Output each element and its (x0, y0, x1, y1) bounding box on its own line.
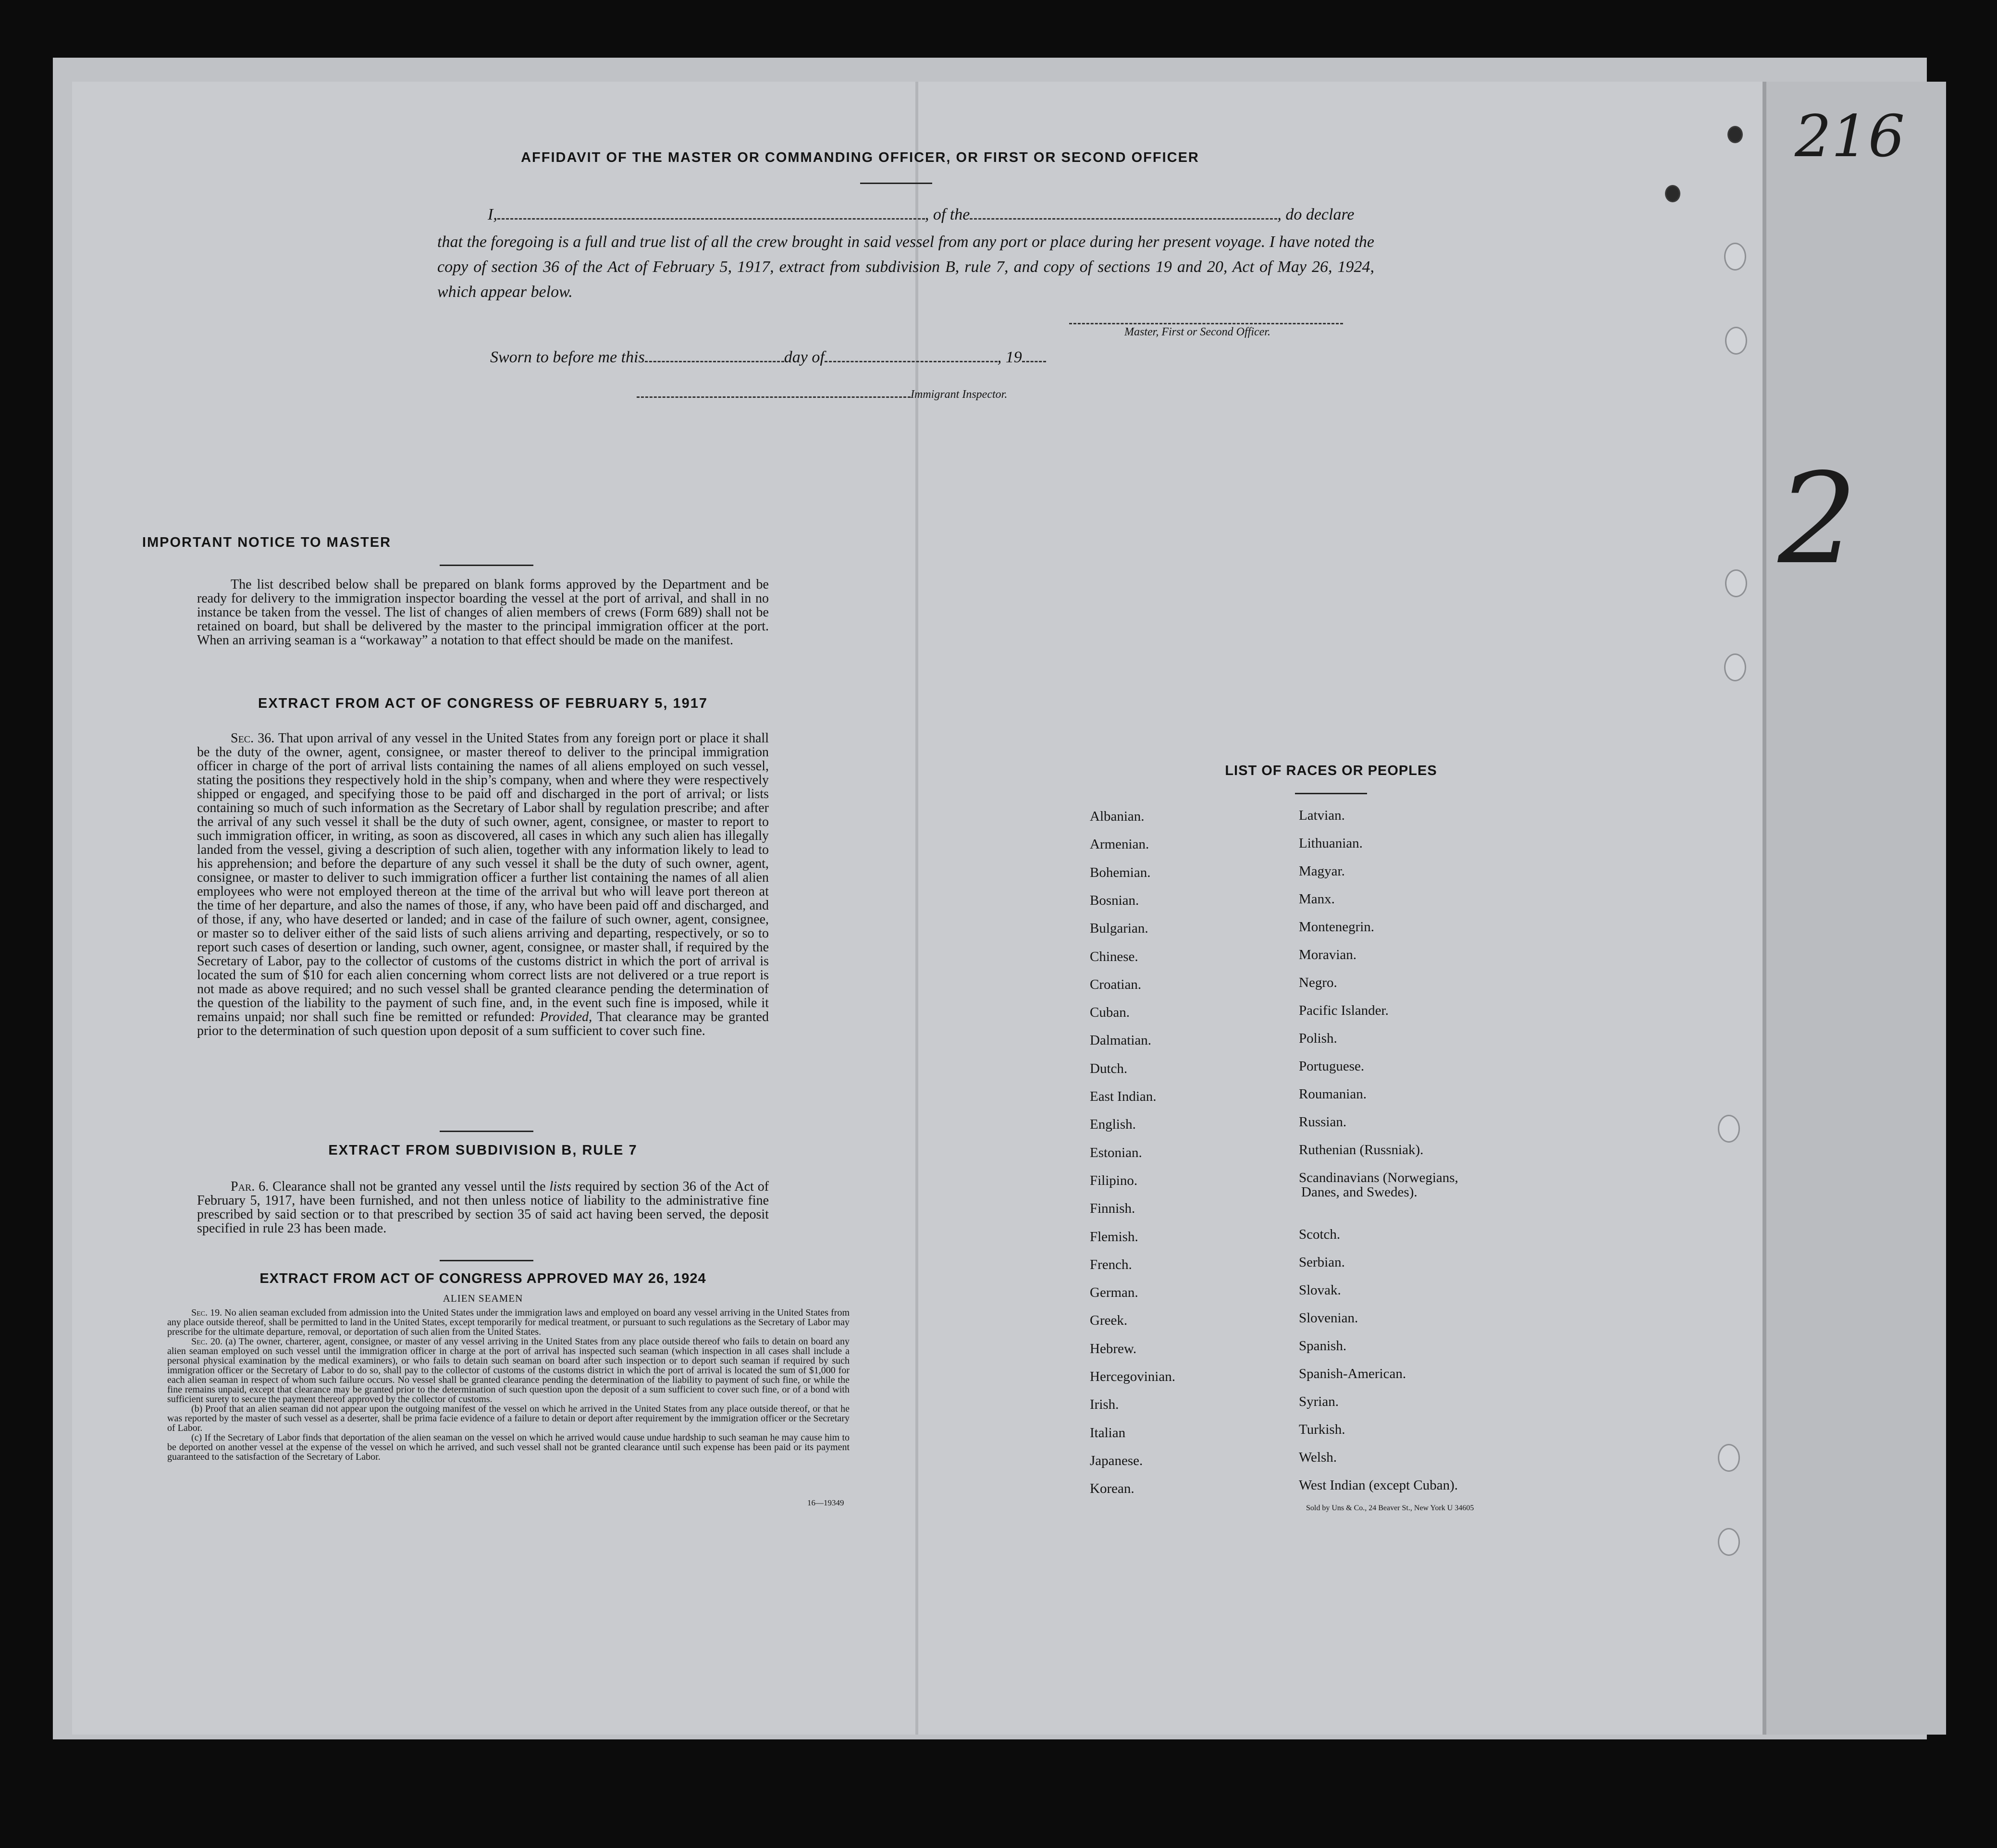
divider (440, 1131, 533, 1132)
inspector-blank (637, 396, 911, 398)
divider (1295, 793, 1367, 794)
race-item: Portuguese. (1299, 1059, 1365, 1074)
form-number: 16—19349 (807, 1498, 844, 1507)
race-item: Dalmatian. (1090, 1033, 1152, 1048)
race-item: Scotch. (1299, 1227, 1341, 1242)
sworn-line (490, 348, 1046, 367)
race-item: Negro. (1299, 975, 1337, 990)
binder-hole (1724, 243, 1746, 271)
affidavit-i: I, (488, 206, 497, 223)
race-item: Italian (1090, 1425, 1126, 1441)
race-item: English. (1090, 1117, 1136, 1133)
sec-20a (167, 1337, 850, 1404)
rule7-text-a: Clearance shall not be granted any vessel until the (272, 1179, 546, 1194)
race-item: Magyar. (1299, 863, 1345, 879)
inspector-label: Immigrant Inspector. (911, 388, 1008, 401)
race-item: Scandinavians (Norwegians, (1299, 1170, 1458, 1185)
race-item: Bosnian. (1090, 892, 1139, 908)
race-item: Slovak. (1299, 1282, 1341, 1298)
race-item: Syrian. (1299, 1394, 1339, 1409)
extract-rule7-heading: EXTRACT FROM SUBDIVISION B, RULE 7 (328, 1143, 638, 1158)
handwritten-mark: 2 (1778, 447, 1858, 592)
race-item: West Indian (except Cuban). (1299, 1478, 1458, 1493)
page-fold (915, 82, 918, 1735)
race-item: Greek. (1090, 1313, 1128, 1329)
race-item: Moravian. (1299, 947, 1356, 962)
sworn-prefix: Sworn to before me this (490, 348, 645, 366)
race-item: Albanian. (1090, 809, 1145, 824)
race-item: Korean. (1090, 1481, 1134, 1497)
extract-1924-heading: EXTRACT FROM ACT OF CONGRESS APPROVED MAY 26, 1924 (259, 1271, 706, 1286)
race-item: Estonian. (1090, 1145, 1142, 1160)
binder-hole (1718, 1115, 1740, 1143)
race-item: Roumanian. (1299, 1086, 1367, 1102)
sworn-day-of: day of (784, 348, 825, 366)
sec-19-label: Sec. 19. (191, 1307, 222, 1318)
sec-20a-text: (a) The owner, charterer, agent, consignee, or master of any vessel arriving in the United States from any place outside thereof who fails to detain on board any alien seaman employed on such vessel until the immigration officer in charge at the port of arrival has inspected such seaman (which inspection in all cases shall include a personal physical examination by the medical examiners), or who fails to detain such seaman on board after such inspection or to deport such seaman if required by such immigration officer or the Secretary of Labor to do so, shall pay to the collector of customs of the customs district in which the port of arrival is located the sum of $1,000 for each alien seaman in respect of whom such failure occurs. No vessel shall be granted clearance pending the determination of the liability to payment of such fine, or while the fine remains unpaid, except that clearance may be granted prior to the determination of such question upon the deposit of a sum sufficient to cover such fine, or of a bond with sufficient surety to secure the payment thereof approved by the collector of customs. (167, 1336, 850, 1404)
signature-label: Master, First or Second Officer. (1124, 326, 1270, 338)
binder-hole (1718, 1528, 1740, 1556)
race-item: Russian. (1299, 1114, 1347, 1130)
binder-hole (1727, 126, 1743, 143)
binder-hole (1724, 653, 1746, 681)
race-item: Chinese. (1090, 949, 1138, 964)
sec-20-label: Sec. 20. (191, 1336, 222, 1347)
affidavit-body: that the foregoing is a full and true list of all the crew brought in said vessel from any port or place during her present voyage. I have noted the copy of section 36 of the Act of February 5, 1917, extract from subdivision B, rule 7, and copy of sections 19 and 20, Act of May 26, 1924, which appear below. (437, 233, 1374, 301)
race-item: Serbian. (1299, 1255, 1345, 1270)
race-item: Polish. (1299, 1031, 1337, 1046)
binder-hole (1725, 569, 1747, 597)
binder-hole (1665, 185, 1680, 202)
vessel-blank (970, 218, 1277, 220)
sworn-year: , 19 (997, 348, 1022, 366)
race-item: Irish. (1090, 1397, 1119, 1413)
race-item: Spanish-American. (1299, 1366, 1406, 1381)
extract-rule7-body (197, 1180, 769, 1235)
affidavit-declare: , do declare (1277, 206, 1355, 223)
affidavit-declaration-line (488, 206, 1377, 224)
sec-20c: (c) If the Secretary of Labor finds that deportation of the alien seaman on the vessel on which he arrived would cause undue hardship to such seaman he may cause him to be deported on another vessel at the expense of the vessel on which he arrived, and such vessel shall not be granted clearance until such expense has been paid or its payment guaranteed to the satisfaction of the Secretary of Labor. (167, 1432, 850, 1462)
race-item: Welsh. (1299, 1450, 1337, 1465)
affidavit-heading: AFFIDAVIT OF THE MASTER OR COMMANDING OFFICER, OR FIRST OR SECOND OFFICER (521, 150, 1199, 165)
rule7-text-b: required by section 36 of the Act of February 5, 1917, have been furnished, and not then unless notice of liability to the administrative fine prescribed by said section or to that prescribed by section 35 of said act having been served, the deposit specified in rule 23 has been made. (197, 1179, 769, 1236)
extract-1917-heading: EXTRACT FROM ACT OF CONGRESS OF FEBRUARY 5, 1917 (258, 696, 708, 711)
race-item: Pacific Islander. (1299, 1003, 1389, 1018)
race-item: Filipino. (1090, 1172, 1138, 1188)
inspector-line (637, 388, 1007, 401)
race-item: Danes, and Swedes). (1301, 1184, 1418, 1200)
handwritten-page-number: 216 (1795, 103, 1905, 170)
race-item: Montenegrin. (1299, 919, 1375, 935)
race-item: Dutch. (1090, 1060, 1128, 1076)
name-blank (497, 218, 925, 220)
race-item: Armenian. (1090, 837, 1149, 852)
race-item: Hercegovinian. (1090, 1369, 1175, 1384)
race-item: Hebrew. (1090, 1341, 1137, 1356)
section-36-label: Sec. 36. (231, 731, 275, 746)
race-item: French. (1090, 1257, 1132, 1272)
divider (440, 565, 533, 566)
affidavit-of-the: , of the (925, 206, 970, 223)
signature-line (1069, 323, 1343, 324)
race-item: Ruthenian (Russniak). (1299, 1142, 1424, 1158)
race-item: Cuban. (1090, 1005, 1130, 1021)
races-heading: LIST OF RACES OR PEOPLES (1225, 763, 1437, 778)
race-item: Flemish. (1090, 1229, 1138, 1244)
sec-20b: (b) Proof that an alien seaman did not appear upon the outgoing manifest of the vessel on which he arrived in the United States from any place outside thereof, or that he was reported by the master of such vessel as a deserter, shall be prima facie evidence of a failure to detain or deport after requirement by the immigration officer or the Secretary of Labor. (167, 1404, 850, 1433)
sec-19 (167, 1308, 850, 1337)
race-item: East Indian. (1090, 1089, 1157, 1104)
race-item: Manx. (1299, 891, 1335, 907)
race-item: Turkish. (1299, 1422, 1345, 1437)
year-blank (1022, 360, 1046, 362)
proviso-text: That clearance may be granted prior to the determination of such question upon deposit of a sum sufficient to cover such fine. (197, 1010, 769, 1038)
printer-imprint: Sold by Uns & Co., 24 Beaver St., New York U 34605 (1306, 1504, 1474, 1512)
sec-19-text: No alien seaman excluded from admission into the United States under the immigration laws and employed on board any vessel arriving in the United States from any place outside thereof, shall be permitted to land in the United States, except temporarily for medical treatment, or pursuant to such regulations as the Secretary of Labor may prescribe for the ultimate departure, removal, or deportation of such alien from the United States. (167, 1307, 850, 1337)
race-item: Spanish. (1299, 1338, 1347, 1354)
binder-hole (1725, 327, 1747, 355)
race-item: Lithuanian. (1299, 836, 1363, 851)
divider (860, 183, 932, 184)
notice-heading (142, 535, 947, 551)
race-item: Bulgarian. (1090, 921, 1148, 936)
race-item: Japanese. (1090, 1453, 1143, 1468)
alien-seamen-subheading: ALIEN SEAMEN (443, 1293, 523, 1304)
race-item: Slovenian. (1299, 1310, 1358, 1326)
race-item: Latvian. (1299, 808, 1345, 823)
binder-hole (1718, 1444, 1740, 1472)
month-blank (825, 360, 998, 362)
lists-word: lists (549, 1179, 571, 1194)
par-6-label: Par. 6. (231, 1179, 269, 1194)
extract-1924-body (167, 1308, 850, 1462)
race-item: Bohemian. (1090, 864, 1151, 880)
section-36-text: That upon arrival of any vessel in the United States from any foreign port or place it shall be the duty of the owner, agent, consignee, or master thereof to deliver to the principal immigration officer in charge of the port of arrival lists containing the names of all aliens employed on such vessel, stating the positions they respectively hold in the ship’s company, when and where they were respectively shipped or engaged, and specifying those to be paid off and discharged in the port of arrival; or lists containing so much of such information as the Secretary of Labor shall by regulation prescribe; and after the arrival of any such vessel it shall be the duty of such owner, agent, consignee, or master to report to such immigration officer, in writing, as soon as discovered, all cases in which any such alien has illegally landed from the vessel, giving a description of such alien, together with any information likely to lead to his apprehension; and before the departure of any such vessel it shall be the duty of such owner, agent, consignee, or master to deliver to such immigration officer a further list containing the names of all alien employees who were not employed thereon at the time of the arrival but who will leave port thereon at the time of her departure, and also the names of those, if any, who have been paid off and discharged, and of those, if any, who have deserted or landed; and in case of the failure of such owner, agent, consignee, or master so to deliver either of the said lists of such aliens arriving and departing, respectively, or so to report such cases of desertion or landing, such owner, agent, consignee, or master shall, if required by the Secretary of Labor, pay to the collector of customs of the customs district in which the port of arrival is located the sum of $10 for each alien concerning whom correct lists are not delivered or a true report is not made as above required; and no such vessel shall be granted clearance pending the determination of the question of the liability to the payment of such fine, and, in the event such fine is imposed, while it remains unpaid; nor shall such fine be remitted or refunded: (197, 731, 769, 1024)
page-edge-shadow (1763, 82, 1766, 1735)
day-blank (645, 360, 784, 362)
divider (440, 1260, 533, 1261)
proviso-word: Provided, (540, 1010, 592, 1024)
notice-body: The list described below shall be prepared on blank forms approved by the Department and be ready for delivery to the immigration inspector boarding the vessel at the port of arrival, and shall in no instance be taken from the vessel. The list of changes of alien members of crews (Form 689) shall not be retained on board, but shall be delivered by the master to the principal immigration officer at the port. When an arriving seaman is a “workaway” a notation to that effect should be made on the manifest. (197, 577, 769, 648)
notice-heading-text: IMPORTANT NOTICE TO MASTER (142, 535, 392, 550)
race-item: Croatian. (1090, 976, 1142, 992)
extract-1917-body (197, 731, 769, 1038)
race-item: German. (1090, 1285, 1138, 1301)
race-item: Finnish. (1090, 1201, 1135, 1217)
